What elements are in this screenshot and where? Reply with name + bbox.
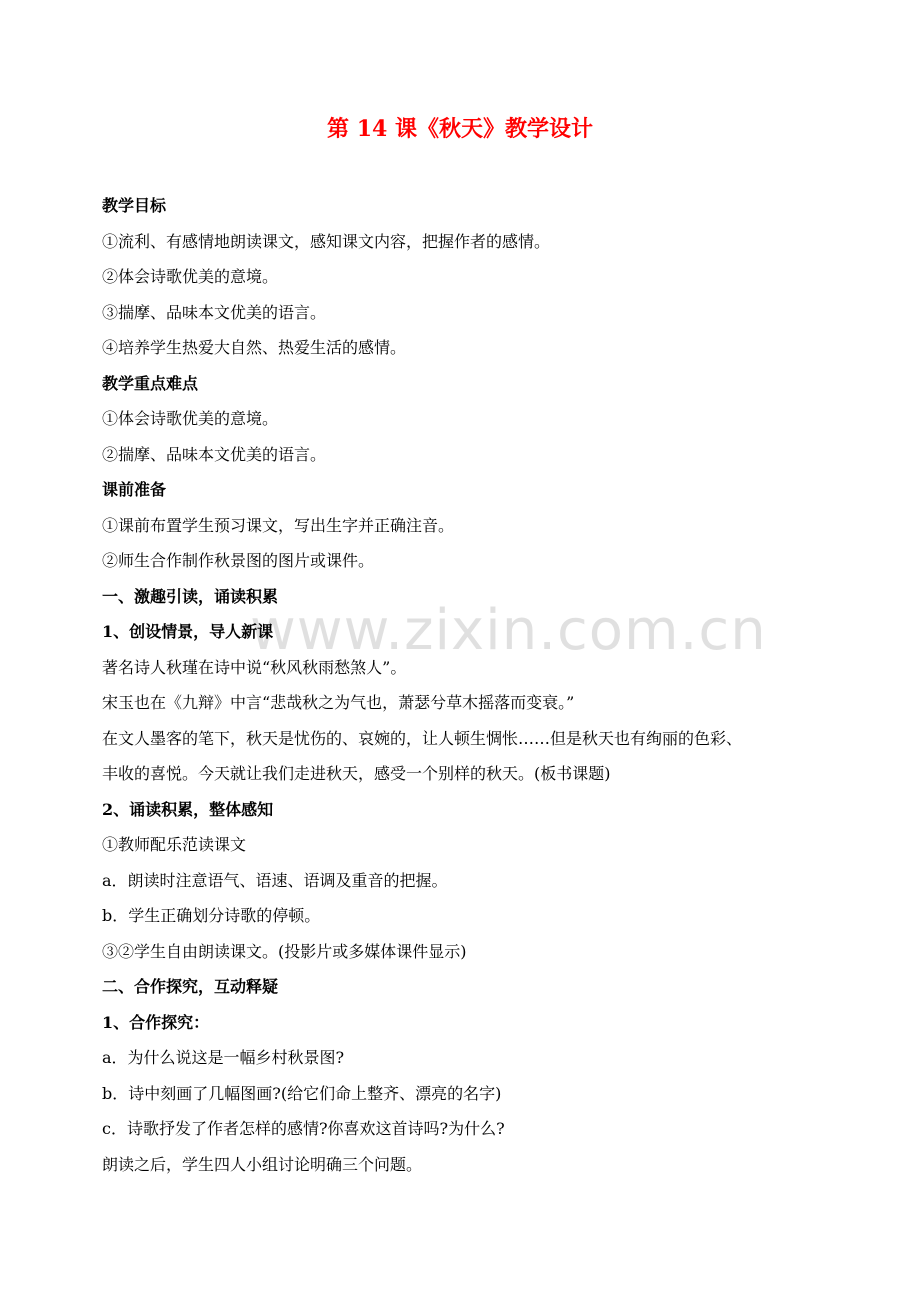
paragraph-line: ③②学生自由朗读课文。(投影片或多媒体课件显示) <box>102 941 467 961</box>
section-heading: 一、激趣引读，诵读积累 <box>102 586 279 606</box>
paragraph-line: ①课前布置学生预习课文，写出生字并正确注音。 <box>102 515 455 535</box>
paragraph-line: ②师生合作制作秋景图的图片或课件。 <box>102 551 375 570</box>
paragraph-line: a．朗读时注意语气、语速、语调及重音的把握。 <box>102 870 448 890</box>
section-heading: 1、创设情景，导人新课 <box>102 622 274 641</box>
paragraph-line: 朗读之后，学生四人小组讨论明确三个问题。 <box>102 1154 423 1174</box>
paragraph-line: 著名诗人秋瑾在诗中说“秋风秋雨愁煞人”。 <box>102 657 407 677</box>
paragraph-line: ②体会诗歌优美的意境。 <box>102 267 279 286</box>
document-title: 第 14 课《秋天》教学设计 <box>327 116 593 142</box>
paragraph-line: a．为什么说这是一幅乡村秋景图? <box>102 1048 345 1067</box>
paragraph-line: b．诗中刻画了几幅图画?(给它们命上整齐、漂亮的名字) <box>102 1083 502 1103</box>
paragraph-line: ④培养学生热爱大自然、热爱生活的感情。 <box>102 338 407 357</box>
watermark: www.zixin.com.cn <box>250 598 767 663</box>
section-heading: 教学重点难点 <box>102 373 199 393</box>
paragraph-line: c．诗歌抒发了作者怎样的感情?你喜欢这首诗吗?为什么? <box>102 1119 505 1138</box>
section-heading: 2、诵读积累，整体感知 <box>102 799 274 819</box>
paragraph-line: ③揣摩、品味本文优美的语言。 <box>102 302 327 322</box>
section-heading: 二、合作探究，互动释疑 <box>102 977 279 996</box>
paragraph-line: 在文人墨客的笔下，秋天是忧伤的、哀婉的，让人顿生惆怅……但是秋天也有绚丽的色彩、 <box>102 728 743 748</box>
paragraph-line: ②揣摩、品味本文优美的语言。 <box>102 444 327 464</box>
paragraph-line: 宋玉也在《九辩》中言“悲哉秋之为气也，萧瑟兮草木摇落而变衰。” <box>102 693 575 712</box>
section-heading: 课前准备 <box>102 480 167 499</box>
document-body <box>102 188 842 1182</box>
section-heading: 1、合作探究： <box>102 1012 210 1032</box>
paragraph-line: ①体会诗歌优美的意境。 <box>102 409 279 428</box>
paragraph-line: b．学生正确划分诗歌的停顿。 <box>102 906 321 925</box>
paragraph-line: ①教师配乐范读课文 <box>102 835 247 854</box>
paragraph-line: 丰收的喜悦。今天就让我们走进秋天，感受一个别样的秋天。(板书课题) <box>102 764 611 783</box>
paragraph-line: ①流利、有感情地朗读课文，感知课文内容，把握作者的感情。 <box>102 231 551 251</box>
section-heading: 教学目标 <box>102 196 167 215</box>
